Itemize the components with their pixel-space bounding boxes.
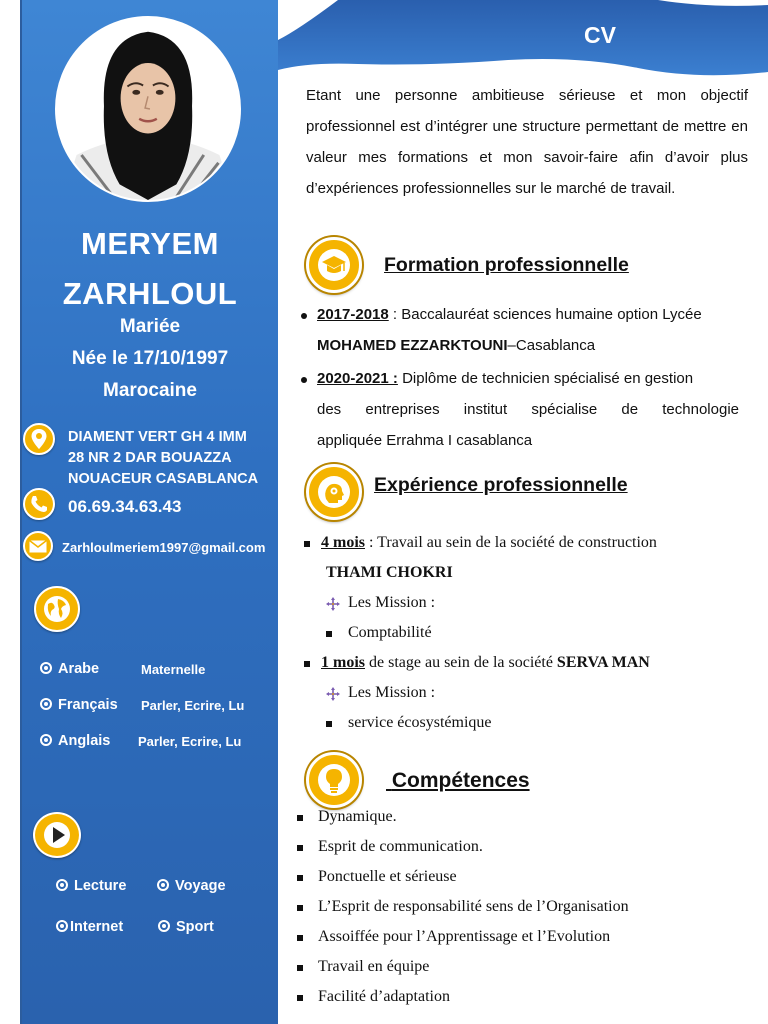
language-level: Parler, Ecrire, Lu [141,698,245,713]
skill-item: Travail en équipe [318,958,430,975]
nationality: Marocaine [103,380,197,401]
brain-icon [306,464,362,520]
formation-title: Formation professionnelle [384,254,629,276]
experience-text: de stage au sein de la société [365,654,557,671]
experience-item-1 [321,534,657,552]
language-item-arabe [40,661,99,677]
experience-duration: 1 mois [321,654,365,671]
address-line-3: NOUACEUR CASABLANCA [68,471,259,487]
language-item-francais [40,697,118,713]
email-icon [23,531,53,561]
four-arrow-bullet-icon [326,687,340,701]
language-item-anglais [40,733,110,749]
formation-item-1-line-2 [317,337,595,354]
page-margin [0,0,22,1024]
radio-bullet-icon [40,662,52,674]
formation-text: Diplôme de technicien spécialisé en gestion [397,370,694,387]
formation-item-2-line-1 [317,370,693,387]
radio-bullet-icon [157,879,169,891]
language-name: Anglais [58,733,111,749]
bullet-icon [297,905,303,911]
mission-label: Les Mission : [348,594,436,611]
play-icon [33,812,81,858]
page-title: CV [584,22,616,48]
skill-item: Dynamique. [318,808,397,825]
address-line-2: 28 NR 2 DAR BOUAZZA [68,450,232,466]
radio-bullet-icon [40,698,52,710]
bullet-icon [301,377,307,383]
bullet-icon [304,541,310,547]
bullet-icon [297,815,303,821]
bullet-icon [297,935,303,941]
formation-item-1-line-1 [317,306,702,323]
radio-bullet-icon [40,734,52,746]
header-wave [278,0,768,80]
formation-text: : Baccalauréat sciences humaine option Lycée [388,306,702,323]
skill-item: L’Esprit de responsabilité sens de l’Organisation [318,898,629,915]
skill-item: Assoiffée pour l’Apprentissage et l’Evolution [318,928,611,945]
address [68,427,258,490]
first-name: MERYEM [81,226,219,261]
phone-number: 06.69.34.63.43 [68,497,182,516]
company-name: THAMI CHOKRI [326,564,453,581]
skill-item: Facilité d’adaptation [318,988,450,1005]
skills-title-text: Compétences [391,769,530,792]
language-level: Maternelle [141,662,206,677]
profile-photo [55,16,241,202]
profile-summary: Etant une personne ambitieuse sérieuse et mon objectif professionnel est d’intégrer une structure permettant de mettre en valeur mes formations et mon savoir-faire afin d’avoir plus d’expériences professionnelles sur le marché de travail. [306,87,748,197]
hobby-label: Internet [70,919,124,935]
hobby-label: Sport [176,919,214,935]
school-name: MOHAMED EZZARKTOUNI [317,337,508,354]
language-name: Arabe [58,661,100,677]
mission-label: Les Mission : [348,684,436,701]
experience-text: : Travail au sein de la société de construction [365,534,657,551]
hobby-voyage [157,878,226,894]
formation-item-2-line-3: appliquée Errahma I casablanca [317,432,533,449]
hobby-sport [158,919,214,935]
formation-years: 2017-2018 [317,306,389,323]
birth-date: Née le 17/10/1997 [71,348,229,369]
phone-icon [23,488,55,520]
bullet-icon [297,965,303,971]
experience-duration: 4 mois [321,534,365,551]
company-name: SERVA MAN [556,654,650,671]
hobby-internet [56,919,123,935]
bullet-icon [301,313,307,319]
location-icon [23,423,55,455]
four-arrow-bullet-icon [326,597,340,611]
formation-years: 2020-2021 : [317,370,398,387]
marital-status: Mariée [119,316,181,337]
mission-item: service écosystémique [348,714,492,731]
skill-item: Esprit de communication. [318,838,483,855]
lightbulb-icon [306,752,362,808]
graduation-cap-icon [306,237,362,293]
experience-item-2 [321,654,650,672]
radio-bullet-icon [56,920,68,932]
school-city: –Casablanca [507,337,596,354]
radio-bullet-icon [158,920,170,932]
bullet-icon [326,631,332,637]
bullet-icon [304,661,310,667]
bullet-icon [297,845,303,851]
bullet-icon [297,995,303,1001]
mission-item: Comptabilité [348,624,432,641]
last-name: ZARHLOUL [62,276,238,311]
email-address: Zarhloulmeriem1997@gmail.com [62,540,266,555]
radio-bullet-icon [56,879,68,891]
experience-title: Expérience professionnelle [374,474,628,496]
skill-item: Ponctuelle et sérieuse [318,868,457,885]
language-name: Français [58,697,118,713]
hobby-lecture [56,878,126,894]
skills-title [386,769,530,793]
hobby-label: Voyage [175,878,226,894]
globe-icon [34,586,80,632]
bullet-icon [326,721,332,727]
address-line-1: DIAMENT VERT GH 4 IMM [68,429,247,445]
bullet-icon [297,875,303,881]
formation-item-2-line-2: des entreprises institut spécialise de technologie [317,401,739,418]
language-level: Parler, Ecrire, Lu [138,734,242,749]
hobby-label: Lecture [74,878,127,894]
